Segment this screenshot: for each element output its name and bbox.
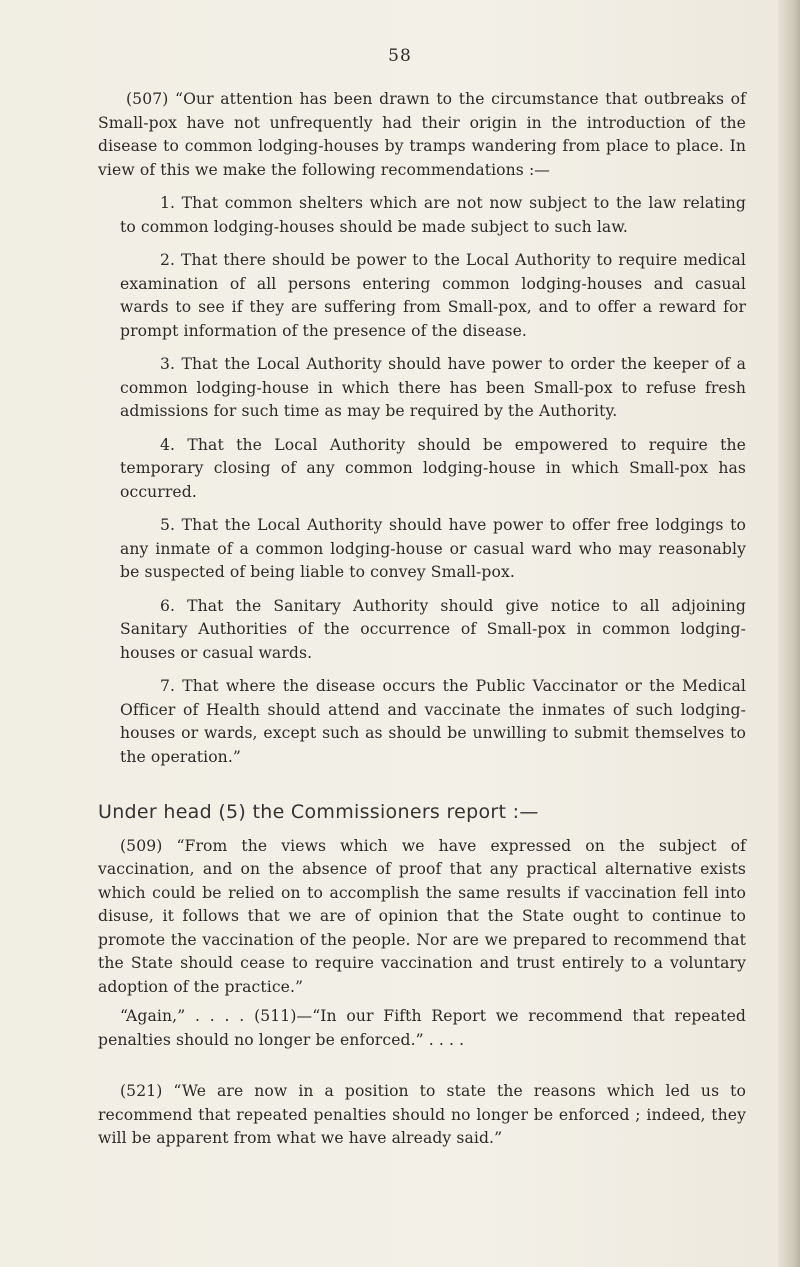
recommendation-item: 5. That the Local Authority should have power to offer free lodgings to any inmate of a common lodging-house or casual ward who may reasonably be suspected of being liable to convey Small-pox. bbox=[120, 516, 746, 581]
page-edge-shadow bbox=[778, 0, 800, 1267]
page-number: 58 bbox=[388, 46, 412, 66]
paragraph-again-511: “Again,” . . . . (511)—“In our Fifth Report we recommend that repeated penalties should no longer be enforced.” . . . . bbox=[98, 1007, 746, 1049]
recommendation-item: 3. That the Local Authority should have power to order the keeper of a common lodging-house in which there has been Small-pox to refuse fresh admissions for such time as may be required by the Authority. bbox=[120, 355, 746, 420]
recommendation-item: 2. That there should be power to the Local Authority to require medical examination of all persons entering common lodging-houses and casual wards to see if they are suffering from Small-pox, and to offer a reward for prompt information of the presence of the disease. bbox=[120, 251, 746, 340]
paragraph-507: (507) “Our attention has been drawn to the circumstance that outbreaks of Small-pox have not unfrequently had their origin in the introduction of the disease to common lodging-houses by tramps wandering from place to place. In view of this we make the following recommendations :— bbox=[98, 90, 746, 179]
body-text bbox=[98, 88, 746, 1151]
recommendations-list bbox=[120, 192, 746, 769]
paragraph-509: (509) “From the views which we have expressed on the subject of vaccination, and on the absence of proof that any practical alternative exists which could be relied on to accomplish the same results if vaccination fell into disuse, it follows that we are of opinion that the State ought to continue to promote the vaccination of the people. Nor are we prepared to recommend that the State should cease to require vaccination and trust entirely to a voluntary adoption of the practice.” bbox=[98, 836, 746, 996]
recommendation-item: 6. That the Sanitary Authority should give notice to all adjoining Sanitary Authorities of the occurrence of Small-pox in common lodging-houses or casual wards. bbox=[120, 596, 746, 662]
recommendation-item: 1. That common shelters which are not now subject to the law relating to common lodging-houses should be made subject to such law. bbox=[120, 194, 746, 236]
section-heading: Under head (5) the Commissioners report :— bbox=[98, 801, 539, 823]
recommendation-item: 4. That the Local Authority should be empowered to require the temporary closing of any common lodging-house in which Small-pox has occurred. bbox=[120, 435, 746, 501]
recommendation-item: 7. That where the disease occurs the Public Vaccinator or the Medical Officer of Health should attend and vaccinate the inmates of such lodging-houses or wards, except such as should be unwilling to submit themselves to the operation.” bbox=[120, 677, 746, 766]
paragraph-521: (521) “We are now in a position to state the reasons which led us to recommend that repeated penalties should no longer be enforced ; indeed, they will be apparent from what we have already said.” bbox=[98, 1082, 746, 1147]
